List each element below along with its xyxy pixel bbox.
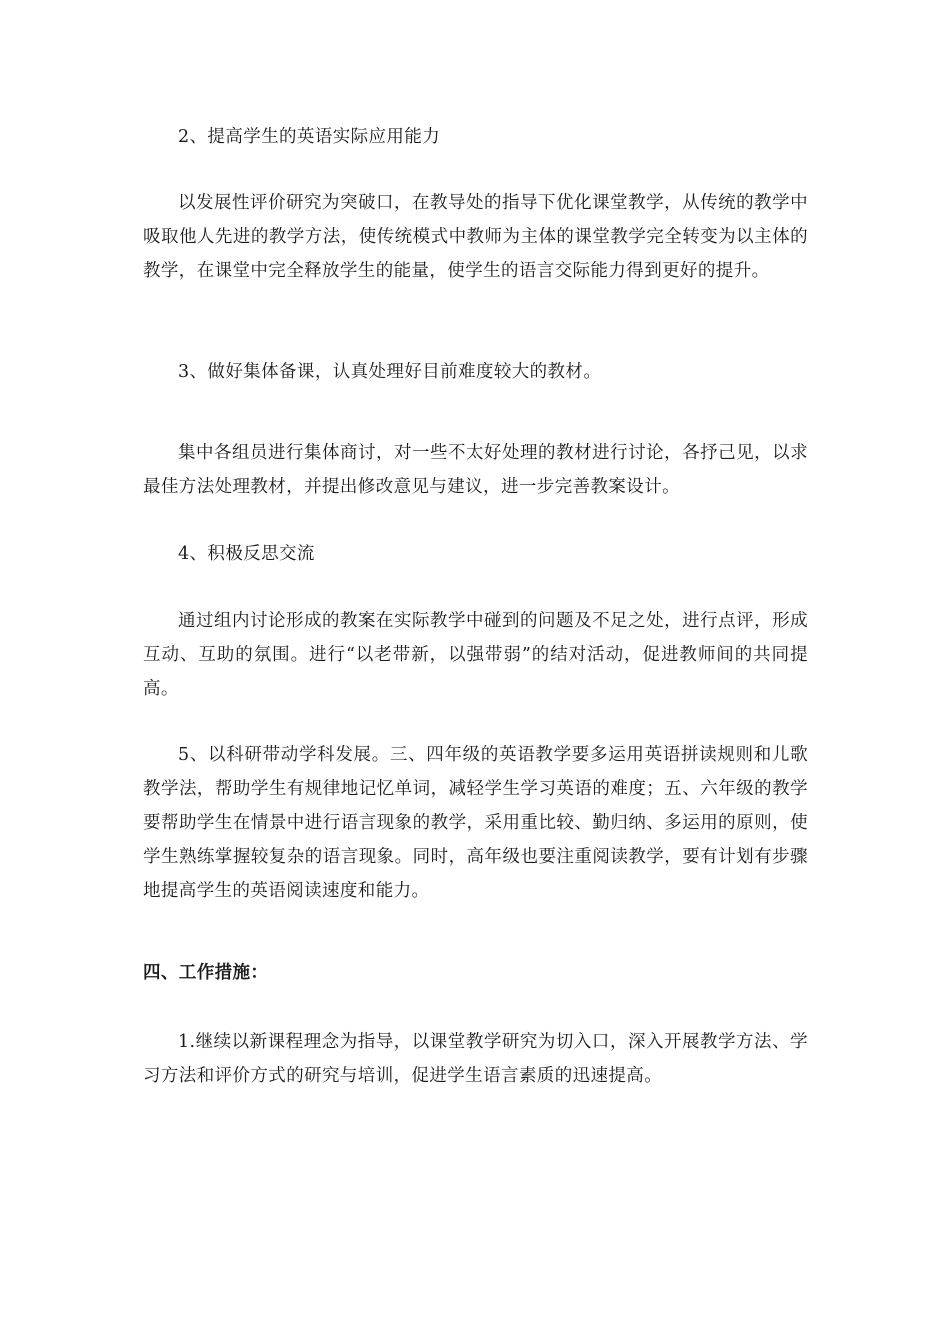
- subheading-3: 3、做好集体备课，认真处理好目前难度较大的教材。: [178, 362, 602, 382]
- section-heading: 四、工作措施：: [143, 963, 269, 983]
- paragraph-4-body: 通过组内讨论形成的教案在实际教学中碰到的问题及不足之处，进行点评，形成互动、互助的氛围。进行“以老带新，以强带弱”的结对活动，促进教师间的共同提高。: [143, 611, 808, 699]
- subheading-2: 2、提高学生的英语实际应用能力: [178, 127, 441, 147]
- paragraph-3-body: 集中各组员进行集体商讨，对一些不太好处理的教材进行讨论，各抒己见，以求最佳方法处理教材，并提出修改意见与建议，进一步完善教案设计。: [143, 443, 808, 497]
- measure-1: 1.继续以新课程理念为指导，以课堂教学研究为切入口，深入开展教学方法、学习方法和评价方式的研究与培训，促进学生语言素质的迅速提高。: [143, 1032, 808, 1086]
- paragraph-5: 5、以科研带动学科发展。三、四年级的英语教学要多运用英语拼读规则和儿歌教学法，帮助学生有规律地记忆单词，减轻学生学习英语的难度；五、六年级的教学要帮助学生在情景中进行语言现象的教学，采用重比较、勤归纳、多运用的原则，使学生熟练掌握较复杂的语言现象。同时，高年级也要注重阅读教学，要有计划有步骤地提高学生的英语阅读速度和能力。: [143, 745, 808, 901]
- subheading-4: 4、积极反思交流: [178, 544, 315, 564]
- paragraph-2-body: 以发展性评价研究为突破口，在教导处的指导下优化课堂教学，从传统的教学中吸取他人先进的教学方法，使传统模式中教师为主体的课堂教学完全转变为以主体的教学，在课堂中完全释放学生的能量，使学生的语言交际能力得到更好的提升。: [143, 193, 808, 281]
